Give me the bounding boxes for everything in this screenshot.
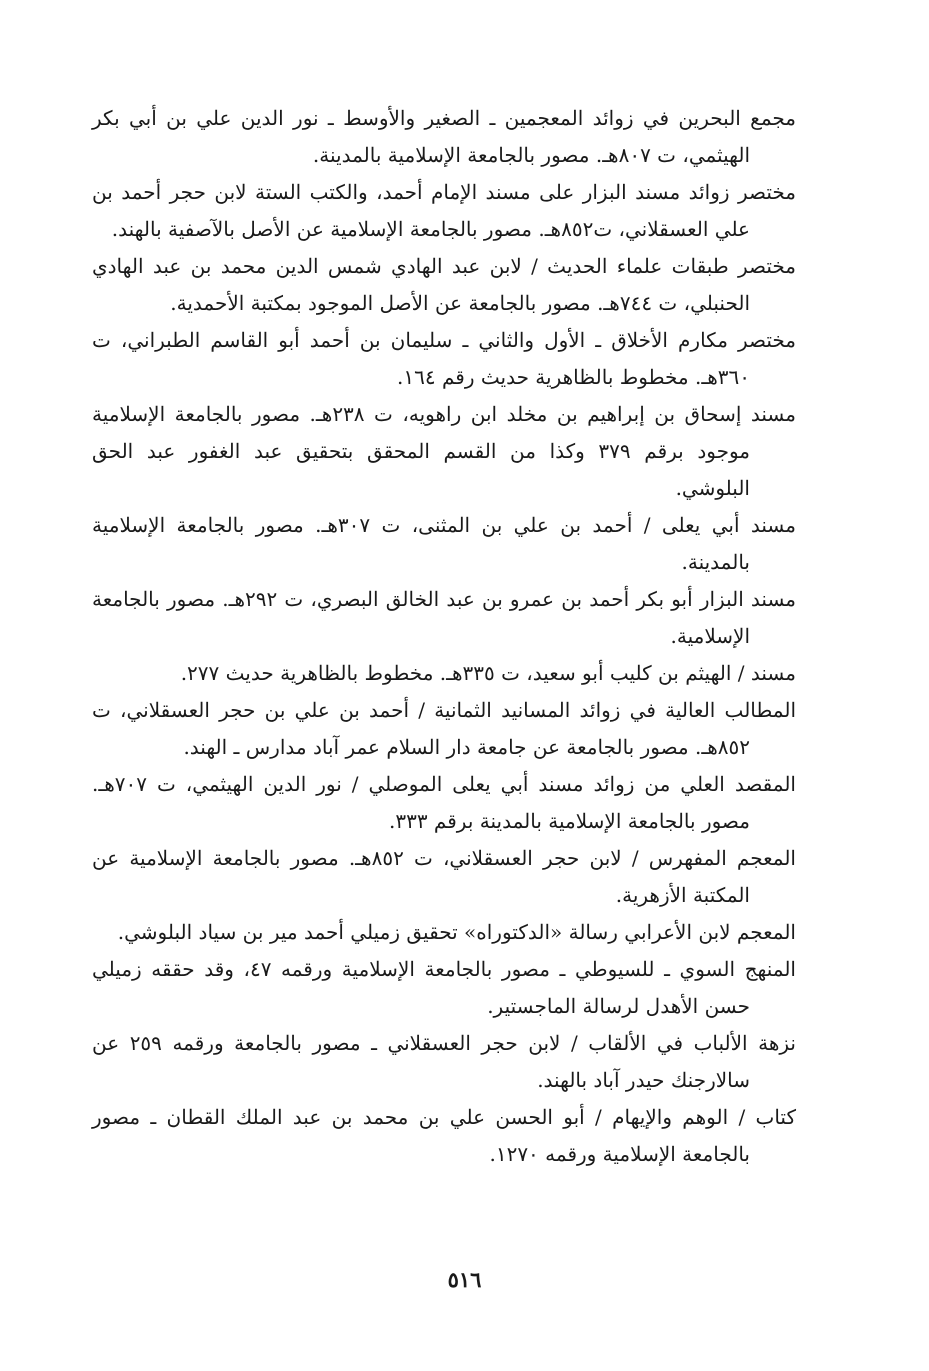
bibliography-list (92, 100, 796, 1173)
page-number: ٥١٦ (447, 1267, 482, 1292)
bibliography-entry: مختصر زوائد مسند البزار على مسند الإمام أحمد، والكتب الستة لابن حجر أحمد بن علي العسقلاني، ت٨٥٢هـ. مصور بالجامعة الإسلامية عن الأصل بالآصفية بالهند. (92, 180, 796, 241)
bibliography-entry: مسند / الهيثم بن كليب أبو سعيد، ت ٣٣٥هـ. مخطوط بالظاهرية حديث ٢٧٧. (180, 661, 796, 685)
bibliography-entry: المطالب العالية في زوائد المسانيد الثمانية / أحمد بن علي بن حجر العسقلاني، ت ٨٥٢هـ. مصور بالجامعة عن جامعة دار السلام عمر آباد مدارس ـ الهند. (92, 698, 796, 759)
bibliography-entry: مسند البزار أبو بكر أحمد بن عمرو بن عبد الخالق البصري، ت ٢٩٢هـ. مصور بالجامعة الإسلامية. (92, 587, 797, 648)
bibliography-entry: مسند أبي يعلى / أحمد بن علي بن المثنى، ت ٣٠٧هـ. مصور بالجامعة الإسلامية بالمدينة. (92, 513, 796, 574)
bibliography-entry: مسند إسحاق بن إبراهيم بن مخلد ابن راهويه، ت ٢٣٨هـ. مصور بالجامعة الإسلامية موجود برقم ٣٧٩ وكذا من القسم المحقق بتحقيق عبد الغفور عبد الحق البلوشي. (92, 402, 796, 500)
bibliography-entry: المعجم لابن الأعرابي رسالة «الدكتوراه» تحقيق زميلي أحمد مير بن سياد البلوشي. (117, 920, 796, 944)
bibliography-entry: كتاب / الوهم والإيهام / أبو الحسن علي بن محمد بن عبد الملك القطان ـ مصور بالجامعة الإسلامية ورقمه ١٢٧٠. (92, 1105, 796, 1166)
bibliography-entry: مختصر مكارم الأخلاق ـ الأول والثاني ـ سليمان بن أحمد أبو القاسم الطبراني، ت ٣٦٠هـ. مخطوط بالظاهرية حديث رقم ١٦٤. (92, 328, 796, 389)
bibliography-entry: المقصد العلي من زوائد مسند أبي يعلى الموصلي / نور الدين الهيثمي، ت ٧٠٧هـ. مصور بالجامعة الإسلامية بالمدينة برقم ٣٣٣. (92, 772, 796, 833)
bibliography-entry: المنهج السوي ـ للسيوطي ـ مصور بالجامعة الإسلامية ورقمه ٤٧، وقد حققه زميلي حسن الأهدل لرسالة الماجستير. (92, 957, 796, 1018)
bibliography-entry: المعجم المفهرس / لابن حجر العسقلاني، ت ٨٥٢هـ. مصور بالجامعة الإسلامية عن المكتبة الأزهرية. (92, 846, 796, 907)
bibliography-entry: مجمع البحرين في زوائد المعجمين ـ الصغير والأوسط ـ نور الدين علي بن أبي بكر الهيثمي، ت ٨٠٧هـ. مصور بالجامعة الإسلامية بالمدينة. (92, 106, 796, 167)
bibliography-entry: نزهة الألباب في الألقاب / لابن حجر العسقلاني ـ مصور بالجامعة ورقمه ٢٥٩ عن سالارجنك حيدر آباد بالهند. (92, 1031, 796, 1092)
bibliography-entry: مختصر طبقات علماء الحديث / لابن عبد الهادي شمس الدين محمد بن عبد الهادي الحنبلي، ت ٧٤٤هـ. مصور بالجامعة عن الأصل الموجود بمكتبة الأحمدية. (92, 254, 797, 315)
